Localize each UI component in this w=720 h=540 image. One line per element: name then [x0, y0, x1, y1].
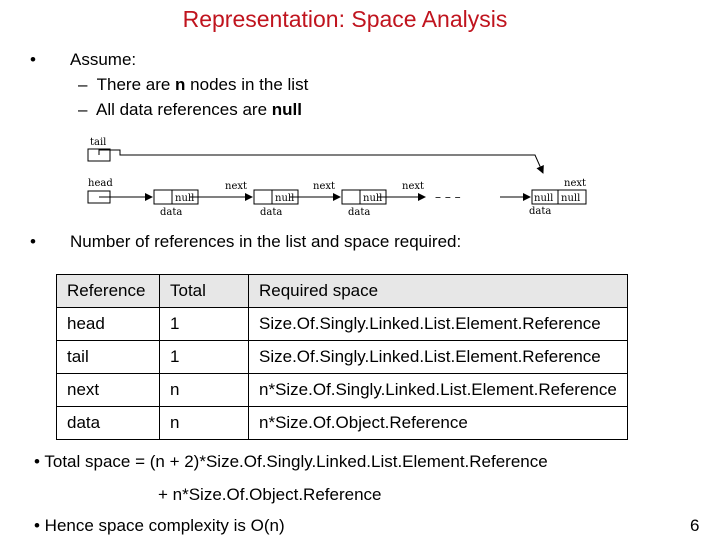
dash-marker: –: [78, 100, 88, 119]
data-label: data: [260, 207, 283, 218]
cell-total: 1: [160, 308, 249, 341]
cell-reference: head: [57, 308, 160, 341]
table-row: [57, 374, 628, 407]
header-required-space: Required space: [249, 275, 628, 308]
bullet-marker: •: [30, 232, 36, 251]
tail-arrow: [99, 150, 543, 173]
sub-text-pre: There are: [96, 75, 176, 94]
table-row: [57, 308, 628, 341]
conclusion-line: • Hence space complexity is O(n): [34, 516, 285, 535]
cell-total: n: [160, 374, 249, 407]
cell-reference: tail: [57, 341, 160, 374]
linked-list-diagram: [80, 128, 600, 223]
head-label: head: [88, 178, 113, 189]
sub-text-bold: n: [175, 75, 186, 94]
data-label: data: [529, 206, 552, 217]
cell-required-space: n*Size.Of.Singly.Linked.List.Element.Reference: [249, 374, 628, 407]
table-header-row: [57, 275, 628, 308]
page-number: 6: [690, 516, 700, 535]
null-label: null: [561, 193, 581, 204]
slide-title: Representation: Space Analysis: [182, 6, 508, 32]
sub-text-pre: All data references are: [95, 100, 272, 119]
cell-total: 1: [160, 341, 249, 374]
table-row: [57, 341, 628, 374]
next-label: next: [564, 178, 587, 189]
null-label: null: [534, 193, 554, 204]
table-row: [57, 407, 628, 440]
next-label: next: [225, 181, 248, 192]
next-label: next: [402, 181, 425, 192]
ellipsis: – – –: [435, 190, 461, 204]
bullet-marker: •: [30, 50, 36, 69]
total-space-line: • Total space = (n + 2)*Size.Of.Singly.Linked.List.Element.Reference: [34, 452, 548, 471]
cell-reference: next: [57, 374, 160, 407]
sub-bullet-nodes: [78, 75, 308, 95]
total-space-line-2: + n*Size.Of.Object.Reference: [158, 485, 382, 504]
null-label: null: [175, 193, 195, 204]
tail-label: tail: [90, 137, 107, 148]
sub-text-bold: null: [271, 100, 302, 119]
refs-intro: Number of references in the list and space required:: [70, 232, 462, 251]
cell-required-space: Size.Of.Singly.Linked.List.Element.Reference: [249, 308, 628, 341]
cell-required-space: n*Size.Of.Object.Reference: [249, 407, 628, 440]
cell-reference: data: [57, 407, 160, 440]
header-total: Total: [160, 275, 249, 308]
cell-required-space: Size.Of.Singly.Linked.List.Element.Reference: [249, 341, 628, 374]
data-label: data: [160, 207, 183, 218]
sub-text-post: nodes in the list: [185, 75, 309, 94]
next-label: next: [313, 181, 336, 192]
cell-total: n: [160, 407, 249, 440]
header-reference: Reference: [57, 275, 160, 308]
null-label: null: [275, 193, 295, 204]
sub-bullet-null: [78, 100, 302, 120]
data-label: data: [348, 207, 371, 218]
references-table: [56, 274, 628, 440]
null-label: null: [363, 193, 383, 204]
assume-label: Assume:: [70, 50, 137, 69]
dash-marker: –: [78, 75, 88, 94]
